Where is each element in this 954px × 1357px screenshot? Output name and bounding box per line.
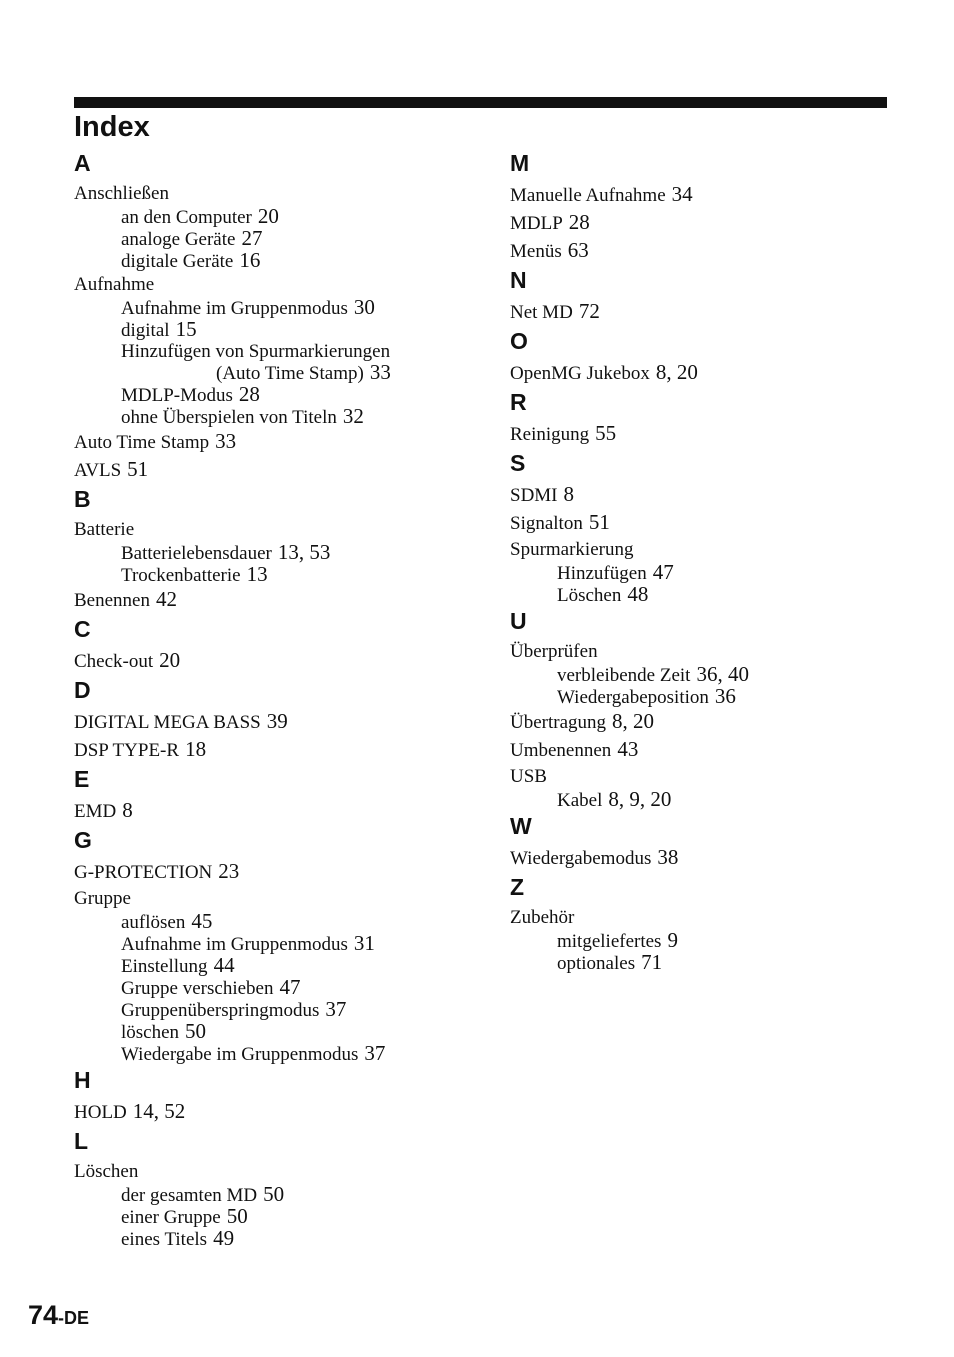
index-term: OpenMG Jukebox <box>510 363 650 384</box>
index-subentries <box>74 542 474 586</box>
page-number-value: 74 <box>28 1300 59 1330</box>
index-subterm: löschen <box>121 1022 180 1043</box>
index-term: Umbenennen <box>510 740 612 761</box>
index-term: USB <box>510 766 547 787</box>
index-entry <box>510 420 910 448</box>
index-subentries <box>74 1184 474 1250</box>
index-pages: 8, 20 <box>612 709 655 733</box>
index-subterm-continued: (Auto Time Stamp) <box>216 363 364 384</box>
index-entry <box>510 708 910 736</box>
index-term: Spurmarkierung <box>510 539 634 560</box>
index-term: Überprüfen <box>510 641 598 662</box>
index-subentry <box>557 930 910 952</box>
index-pages: 44 <box>213 953 235 977</box>
index-entry <box>510 509 910 537</box>
index-subentry <box>121 1043 474 1065</box>
index-entry <box>510 181 910 209</box>
index-pages: 48 <box>627 582 649 606</box>
page-number <box>28 1300 89 1331</box>
index-term: Aufnahme <box>74 274 155 295</box>
index-subentry <box>121 933 474 955</box>
index-subterm: Batterielebensdauer <box>121 543 272 564</box>
index-subentry <box>121 384 474 406</box>
index-pages: 15 <box>175 317 197 341</box>
index-subterm: Löschen <box>557 585 622 606</box>
index-subterm: digitale Geräte <box>121 251 234 272</box>
index-subentry <box>557 562 910 584</box>
index-pages: 23 <box>218 859 240 883</box>
index-subentry <box>121 406 474 428</box>
index-term: EMD <box>74 801 117 822</box>
index-entry <box>74 517 474 542</box>
index-pages: 42 <box>155 587 177 611</box>
index-term: Auto Time Stamp <box>74 432 210 453</box>
index-subentry <box>121 206 474 228</box>
index-letter: A <box>74 150 91 176</box>
index-subterm: verbleibende Zeit <box>557 665 691 686</box>
index-term: Reinigung <box>510 424 590 445</box>
index-subterm: MDLP-Modus <box>121 385 233 406</box>
index-pages: 8 <box>563 482 575 506</box>
index-subterm: Wiedergabeposition <box>557 687 709 708</box>
index-term: Gruppe <box>74 888 131 909</box>
index-subentries <box>510 789 910 811</box>
index-letter: U <box>510 608 527 634</box>
index-term: DIGITAL MEGA BASS <box>74 712 261 733</box>
index-pages: 71 <box>641 950 663 974</box>
index-letter: N <box>510 267 527 293</box>
index-term: Check-out <box>74 651 154 672</box>
index-entry <box>510 481 910 509</box>
index-entry <box>74 428 474 456</box>
page-title: Index <box>74 111 150 143</box>
index-subentries <box>74 297 474 428</box>
index-pages: 43 <box>617 737 639 761</box>
index-entry <box>510 237 910 265</box>
index-subterm: einer Gruppe <box>121 1207 221 1228</box>
index-subterm: optionales <box>557 953 636 974</box>
index-subterm: mitgeliefertes <box>557 931 662 952</box>
index-pages: 34 <box>671 182 693 206</box>
index-subterm: auflösen <box>121 912 186 933</box>
index-term: MDLP <box>510 213 563 234</box>
index-subentry <box>121 999 474 1021</box>
index-term: Batterie <box>74 519 135 540</box>
index-pages: 18 <box>185 737 207 761</box>
index-entry <box>74 586 474 614</box>
index-pages: 50 <box>263 1182 285 1206</box>
index-term: Manuelle Aufnahme <box>510 185 666 206</box>
index-subterm: Gruppenüberspringmodus <box>121 1000 320 1021</box>
index-pages: 51 <box>127 457 149 481</box>
index-pages: 30 <box>353 295 375 319</box>
index-pages: 28 <box>238 382 260 406</box>
index-entry <box>510 537 910 562</box>
index-subentries <box>510 930 910 974</box>
index-subentry <box>121 297 474 319</box>
index-term: Net MD <box>510 302 573 323</box>
index-subentry <box>121 564 474 586</box>
index-letter: W <box>510 813 532 839</box>
index-term: Anschließen <box>74 183 169 204</box>
index-subentry <box>121 1021 474 1043</box>
index-entry <box>510 359 910 387</box>
index-pages: 37 <box>364 1041 386 1065</box>
index-pages: 49 <box>213 1226 235 1250</box>
index-entry <box>510 639 910 664</box>
index-pages: 32 <box>342 404 364 428</box>
index-subterm: an den Computer <box>121 207 252 228</box>
index-entry <box>510 209 910 237</box>
index-pages: 36 <box>714 684 736 708</box>
index-pages: 13 <box>246 562 268 586</box>
index-letter: S <box>510 450 526 476</box>
index-subterm: Hinzufügen <box>557 563 647 584</box>
index-subentry <box>557 686 910 708</box>
index-pages: 47 <box>279 975 301 999</box>
index-pages: 16 <box>239 248 261 272</box>
index-subentry <box>121 319 474 341</box>
index-subentry-continuation <box>216 362 474 384</box>
index-letter: G <box>74 827 92 853</box>
index-subentries <box>74 206 474 272</box>
index-letter: R <box>510 389 527 415</box>
index-subentry <box>121 341 474 362</box>
index-subentry <box>557 664 910 686</box>
index-column-right <box>510 148 910 974</box>
index-entry <box>510 764 910 789</box>
index-entry <box>74 272 474 297</box>
index-pages: 33 <box>369 360 391 384</box>
index-subentry <box>121 1184 474 1206</box>
index-pages: 37 <box>325 997 347 1021</box>
index-pages: 8, 9, 20 <box>608 787 672 811</box>
index-subterm: Einstellung <box>121 956 208 977</box>
index-pages: 50 <box>185 1019 207 1043</box>
index-entry <box>510 298 910 326</box>
index-pages: 39 <box>266 709 288 733</box>
index-pages: 55 <box>595 421 617 445</box>
index-entry <box>510 736 910 764</box>
index-entry <box>74 886 474 911</box>
index-pages: 33 <box>215 429 237 453</box>
index-subentry <box>557 789 910 811</box>
index-letter: M <box>510 150 530 176</box>
index-subentry <box>121 250 474 272</box>
index-pages: 72 <box>578 299 600 323</box>
index-subterm: ohne Überspielen von Titeln <box>121 407 337 428</box>
index-subterm: Wiedergabe im Gruppenmodus <box>121 1044 359 1065</box>
index-subentry <box>557 584 910 606</box>
index-entry <box>74 708 474 736</box>
index-entry <box>74 736 474 764</box>
index-subterm: Hinzufügen von Spurmarkierungen <box>121 341 391 362</box>
index-entry <box>74 797 474 825</box>
index-term: Signalton <box>510 513 583 534</box>
index-subentry <box>121 1228 474 1250</box>
index-pages: 50 <box>226 1204 248 1228</box>
index-subentry <box>121 911 474 933</box>
index-entry <box>74 647 474 675</box>
index-letter: E <box>74 766 90 792</box>
index-letter: O <box>510 328 528 354</box>
index-pages: 28 <box>568 210 590 234</box>
index-subentries <box>510 562 910 606</box>
index-subentry <box>121 955 474 977</box>
index-term: Zubehör <box>510 907 575 928</box>
index-subterm: Aufnahme im Gruppenmodus <box>121 934 348 955</box>
index-term: HOLD <box>74 1102 127 1123</box>
index-pages: 9 <box>667 928 678 952</box>
index-term: SDMI <box>510 485 558 506</box>
index-entry <box>74 181 474 206</box>
index-term: DSP TYPE-R <box>74 740 180 761</box>
title-rule <box>74 97 887 108</box>
index-letter: Z <box>510 874 525 900</box>
index-term: Benennen <box>74 590 150 611</box>
index-entry <box>74 1098 474 1126</box>
index-subentry <box>121 542 474 564</box>
index-term: Menüs <box>510 241 562 262</box>
index-subterm: Trockenbatterie <box>121 565 241 586</box>
index-pages: 8, 20 <box>655 360 698 384</box>
index-subentry <box>121 977 474 999</box>
index-subentry <box>121 228 474 250</box>
index-pages: 8 <box>122 798 133 822</box>
index-pages: 47 <box>652 560 674 584</box>
index-subentries <box>510 664 910 708</box>
page-number-suffix: -DE <box>58 1308 90 1328</box>
index-pages: 63 <box>567 238 589 262</box>
index-entry <box>510 905 910 930</box>
index-letter: D <box>74 677 91 703</box>
index-subterm: analoge Geräte <box>121 229 236 250</box>
index-letter: L <box>74 1128 89 1154</box>
index-term: Übertragung <box>510 712 607 733</box>
index-term: Löschen <box>74 1161 139 1182</box>
index-subterm: Gruppe verschieben <box>121 978 274 999</box>
index-term: AVLS <box>74 460 122 481</box>
index-subterm: eines Titels <box>121 1229 208 1250</box>
index-subterm: digital <box>121 320 170 341</box>
index-entry <box>74 456 474 484</box>
index-subentry <box>557 952 910 974</box>
index-subterm: Kabel <box>557 790 603 811</box>
index-pages: 14, 52 <box>132 1099 186 1123</box>
index-entry <box>510 844 910 872</box>
index-entry <box>74 858 474 886</box>
index-pages: 51 <box>588 510 610 534</box>
index-pages: 20 <box>257 204 279 228</box>
index-letter: H <box>74 1067 91 1093</box>
index-pages: 20 <box>159 648 181 672</box>
index-subentry <box>121 1206 474 1228</box>
index-subentries <box>74 911 474 1065</box>
index-pages: 13, 53 <box>277 540 331 564</box>
index-pages: 36, 40 <box>696 662 749 686</box>
index-entry <box>74 1159 474 1184</box>
index-letter: B <box>74 486 91 512</box>
index-pages: 45 <box>191 909 213 933</box>
index-pages: 27 <box>241 226 263 250</box>
index-subterm: der gesamten MD <box>121 1185 258 1206</box>
index-term: G-PROTECTION <box>74 862 213 883</box>
index-term: Wiedergabemodus <box>510 848 652 869</box>
index-subterm: Aufnahme im Gruppenmodus <box>121 298 348 319</box>
index-column-left <box>74 148 474 1250</box>
index-pages: 38 <box>657 845 679 869</box>
index-pages: 31 <box>353 931 375 955</box>
index-letter: C <box>74 616 91 642</box>
